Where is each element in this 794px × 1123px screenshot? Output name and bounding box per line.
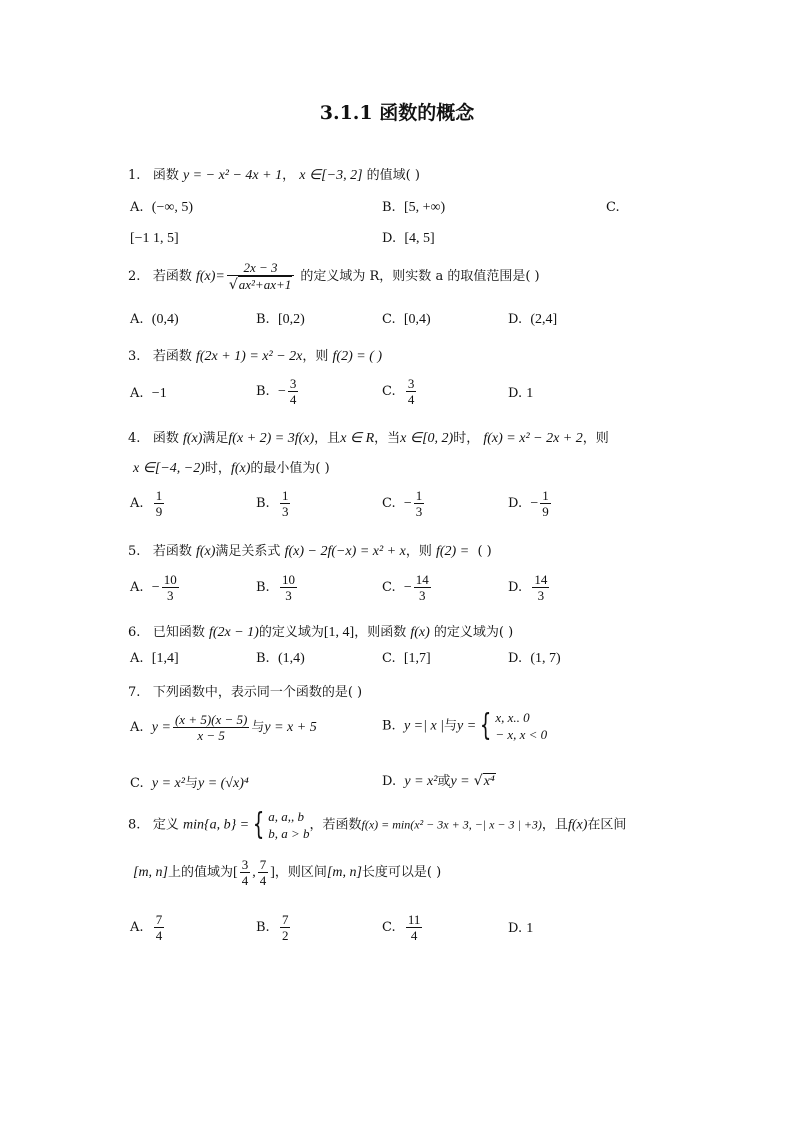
fraction: [154, 912, 165, 943]
question-text: 时，: [453, 431, 480, 446]
question-number: 5.: [128, 544, 141, 559]
denominator: 9: [155, 504, 163, 519]
option-b[interactable]: [256, 312, 305, 328]
question-text: 定义: [152, 817, 179, 833]
formula: f(x): [195, 544, 216, 559]
denominator: 3: [285, 588, 292, 603]
formula: y =: [457, 718, 477, 734]
formula: y =: [151, 720, 171, 735]
connector-text: 与: [251, 720, 265, 735]
fraction: [532, 572, 549, 603]
option-b[interactable]: [256, 376, 300, 407]
option-b[interactable]: [382, 709, 547, 743]
formula: f(2) = ( ): [332, 349, 383, 364]
option-a[interactable]: [130, 572, 181, 603]
question-8-line-2: [m, n]上的值域为[ $\frac{3}{4}$ , $\frac{7}{4}$ ]，则区间[m, n]长度可以是( ): [133, 857, 442, 888]
question-text: ，若函数: [309, 817, 362, 833]
option-value: (−∞, 5): [151, 200, 193, 215]
fraction: [280, 488, 291, 519]
option-label: A.: [130, 651, 144, 666]
option-d[interactable]: [382, 231, 435, 247]
option-c[interactable]: [130, 772, 249, 792]
fraction: [154, 488, 165, 519]
option-b[interactable]: [382, 200, 445, 216]
option-label: D.: [508, 312, 523, 327]
option-d[interactable]: [508, 312, 557, 328]
formula: x ∈[0, 2): [400, 431, 454, 446]
option-label: C.: [382, 384, 396, 399]
denominator: 3: [419, 588, 426, 603]
option-value: (1,4): [277, 651, 305, 666]
question-text: ，当: [374, 431, 401, 446]
option-value: (2,4]: [530, 312, 558, 327]
numerator: 1: [415, 488, 423, 503]
question-text: 若函数: [152, 544, 192, 559]
numerator: 7: [281, 912, 289, 927]
option-label: A.: [130, 496, 144, 511]
denominator: x − 5: [197, 728, 225, 743]
numerator: 14: [534, 572, 548, 587]
question-text: 的值域( ): [366, 168, 420, 183]
fraction: [258, 857, 269, 888]
fraction: [162, 572, 179, 603]
fraction: [406, 912, 423, 943]
option-b[interactable]: [256, 912, 292, 943]
option-label: A.: [130, 920, 144, 935]
question-text: 在区间: [587, 817, 627, 833]
option-label: A.: [130, 580, 144, 595]
numerator: 11: [407, 912, 421, 927]
formula: y =| x |: [403, 718, 445, 734]
numerator: 10: [163, 572, 177, 587]
case: − x, x < 0: [495, 727, 548, 742]
fraction: [173, 712, 249, 743]
option-label: A.: [130, 386, 144, 401]
left-brace-icon: {: [480, 708, 492, 743]
question-number: 2.: [128, 269, 141, 284]
sign: −: [277, 384, 286, 399]
option-c[interactable]: [382, 488, 426, 519]
option-d[interactable]: [382, 770, 496, 790]
question-text: 的最小值为( ): [250, 461, 330, 476]
piecewise-cases: [268, 808, 309, 842]
domain-formula: x ∈[−3, 2]: [299, 168, 363, 183]
option-label: B.: [256, 580, 270, 595]
question-text: 满足关系式: [215, 544, 281, 559]
question-text: 函数: [152, 168, 179, 183]
fraction: [280, 912, 291, 943]
numerator: 7: [155, 912, 163, 927]
option-b[interactable]: [256, 651, 305, 667]
question-text: 若函数: [152, 349, 192, 364]
option-value: [0,2): [277, 312, 305, 327]
sqrt-icon: √: [473, 773, 483, 789]
formula: f(x) = x² − 2x + 2: [483, 431, 583, 446]
question-text: ，则: [405, 544, 432, 559]
numerator: (x + 5)(x − 5): [174, 712, 248, 727]
option-label: C.: [382, 496, 396, 511]
option-label: B.: [256, 312, 270, 327]
fraction: [414, 488, 425, 519]
formula: y =: [450, 774, 470, 789]
formula: y = − x² − 4x + 1: [182, 168, 283, 183]
option-a[interactable]: [130, 386, 167, 402]
sign: −: [403, 496, 412, 511]
question-text: ，则函数: [354, 625, 407, 640]
fraction: [288, 376, 299, 407]
option-d[interactable]: [508, 651, 561, 667]
case: a, a,, b: [268, 809, 304, 824]
option-c[interactable]: [382, 651, 431, 667]
sign: −: [403, 580, 412, 595]
question-text: 的定义域为 R，则实数 a 的取值范围是( ): [300, 269, 540, 284]
fraction: [406, 376, 417, 407]
connector-text: 与: [184, 776, 198, 791]
case: x, x.. 0: [495, 710, 530, 725]
numerator: 3: [407, 376, 415, 391]
question-text: ，则区间: [274, 865, 327, 880]
question-7: [128, 681, 362, 700]
formula: f(2x + 1) = x² − 2x: [195, 349, 303, 364]
option-d[interactable]: [508, 921, 533, 937]
case: b, a > b: [268, 826, 310, 841]
option-label: D.: [508, 921, 523, 936]
formula: f(x + 2) = 3f(x): [228, 431, 315, 446]
sqrt-icon: √: [228, 277, 238, 293]
option-value: 1: [526, 386, 534, 401]
option-label: D.: [382, 231, 397, 246]
option-label: C.: [382, 580, 396, 595]
option-c[interactable]: [606, 200, 620, 215]
punct: ，: [282, 168, 296, 183]
formula: f(x) = min(x² − 3x + 3, −| x − 3 | +3): [361, 817, 542, 832]
question-4-line-2: [133, 457, 330, 477]
question-text: 已知函数: [152, 625, 205, 640]
sign: −: [530, 496, 539, 511]
option-label: D.: [382, 774, 397, 789]
option-value: (1, 7): [530, 651, 561, 666]
formula: f(x): [567, 817, 588, 833]
formula: f(2x − 1): [208, 625, 259, 640]
question-text: ，则: [582, 431, 609, 446]
option-value: [1,7]: [403, 651, 431, 666]
question-6: [128, 621, 513, 641]
formula: min{a, b} =: [182, 817, 250, 833]
option-label: A.: [130, 312, 144, 327]
option-value: 1: [526, 921, 534, 936]
question-text: 函数: [152, 431, 179, 446]
page-title: 3.1.1 函数的概念: [319, 102, 475, 124]
question-text: 上的值域为: [168, 865, 234, 880]
sign: −: [151, 580, 160, 595]
option-value: [5, +∞): [403, 200, 446, 215]
option-label: C.: [606, 200, 620, 215]
fraction: [280, 572, 297, 603]
option-a[interactable]: [130, 712, 317, 743]
numerator: 1: [155, 488, 163, 503]
radicand: x⁴: [483, 774, 495, 789]
formula: y = x²: [151, 776, 185, 791]
option-value: [−1 1, 5]: [130, 231, 179, 246]
numerator: 2x − 3: [227, 260, 294, 276]
option-label: B.: [256, 920, 270, 935]
option-a[interactable]: [130, 488, 166, 519]
formula: [m, n]: [326, 865, 362, 880]
numerator: 1: [281, 488, 289, 503]
formula: f(x)=: [195, 269, 225, 284]
option-label: B.: [256, 384, 270, 399]
formula: x ∈ R: [340, 431, 375, 446]
option-label: D.: [508, 496, 523, 511]
question-1: [128, 164, 420, 184]
question-text: ，且: [314, 431, 341, 446]
option-label: C.: [382, 920, 396, 935]
option-d[interactable]: [508, 488, 553, 519]
denominator: 3: [166, 588, 174, 603]
formula: y = x²: [404, 774, 438, 789]
connector-text: 与: [444, 718, 458, 734]
numerator: 7: [259, 857, 267, 872]
question-text: ( ): [477, 544, 492, 559]
option-c[interactable]: [382, 912, 424, 943]
piecewise-cases: [495, 709, 547, 743]
option-label: D.: [508, 651, 523, 666]
option-a[interactable]: [130, 651, 179, 667]
denominator: 4: [259, 873, 267, 888]
question-text: 时，: [204, 461, 231, 476]
question-text: 的定义域为( ): [433, 625, 514, 640]
question-number: 1.: [128, 168, 141, 183]
option-label: D.: [508, 386, 523, 401]
formula: f(x) − 2f(−x) = x² + x: [284, 544, 406, 559]
formula: f(2) =: [436, 544, 470, 559]
option-label: B.: [256, 651, 270, 666]
question-5: [128, 540, 492, 560]
denominator: 2: [281, 928, 289, 943]
radicand: ax²+ax+1: [238, 277, 292, 292]
fraction: [227, 260, 294, 293]
question-text: 下列函数中，表示同一个函数的是( ): [152, 685, 363, 700]
option-label: B.: [382, 200, 396, 215]
formula: x ∈[−4, −2): [133, 461, 205, 476]
option-label: B.: [382, 718, 396, 734]
fraction: [414, 572, 431, 603]
option-value: (0,4): [151, 312, 179, 327]
denominator: 4: [407, 392, 415, 407]
option-d[interactable]: [508, 386, 533, 402]
option-d[interactable]: [508, 572, 551, 603]
formula: f(x): [410, 625, 430, 640]
option-label: D.: [508, 580, 523, 595]
question-number: 3.: [128, 349, 141, 364]
option-label: C.: [382, 651, 396, 666]
question-number: 7.: [128, 685, 141, 700]
option-label: A.: [130, 720, 144, 735]
formula: [m, n]: [133, 865, 169, 880]
numerator: 10: [281, 572, 295, 587]
left-brace-icon: {: [252, 807, 265, 842]
numerator: 3: [241, 857, 249, 872]
option-b[interactable]: [256, 572, 299, 603]
option-a[interactable]: [130, 200, 193, 216]
question-text: ，且: [541, 817, 568, 833]
option-b[interactable]: [256, 488, 292, 519]
option-label: C.: [130, 776, 144, 791]
fraction: [240, 857, 251, 888]
formula: y = x + 5: [264, 720, 317, 735]
question-4: [128, 427, 609, 447]
question-text: 的定义域为: [258, 625, 324, 640]
option-value: [4, 5]: [404, 231, 435, 246]
option-label: A.: [130, 200, 144, 215]
formula: y = (√x)⁴: [197, 776, 249, 791]
option-c[interactable]: [382, 312, 431, 328]
formula: f(x): [230, 461, 251, 476]
numerator: 3: [289, 376, 297, 391]
denominator: 4: [410, 928, 418, 943]
denominator: 3: [415, 504, 423, 519]
question-3: [128, 345, 382, 365]
question-number: 8.: [128, 817, 141, 833]
question-text: ，则: [302, 349, 329, 364]
option-c[interactable]: [382, 572, 433, 603]
question-text: 若函数: [152, 269, 192, 284]
numerator: 14: [415, 572, 429, 587]
denominator: 3: [537, 588, 545, 603]
option-value: −1: [151, 386, 167, 401]
denominator: 9: [542, 504, 549, 519]
option-a[interactable]: [130, 912, 166, 943]
question-8: [128, 808, 626, 842]
formula: [1, 4]: [323, 625, 355, 640]
denominator: 3: [281, 504, 289, 519]
question-text: 长度可以是( ): [361, 865, 442, 880]
option-value: [0,4): [403, 312, 431, 327]
option-label: B.: [256, 496, 270, 511]
formula: f(x): [182, 431, 203, 446]
denominator: 4: [289, 392, 297, 407]
question-2: [128, 260, 540, 293]
denominator: 4: [241, 873, 249, 888]
denominator: [227, 276, 294, 293]
connector-text: 或: [437, 774, 451, 789]
option-a[interactable]: [130, 312, 179, 328]
option-c-value: [130, 231, 179, 247]
option-value: [1,4]: [151, 651, 179, 666]
fraction: [540, 488, 551, 519]
question-number: 6.: [128, 625, 141, 640]
question-number: 4.: [128, 431, 141, 446]
denominator: 4: [155, 928, 163, 943]
numerator: 1: [542, 488, 549, 503]
question-text: 满足: [202, 431, 229, 446]
option-c[interactable]: [382, 376, 418, 407]
option-label: C.: [382, 312, 396, 327]
